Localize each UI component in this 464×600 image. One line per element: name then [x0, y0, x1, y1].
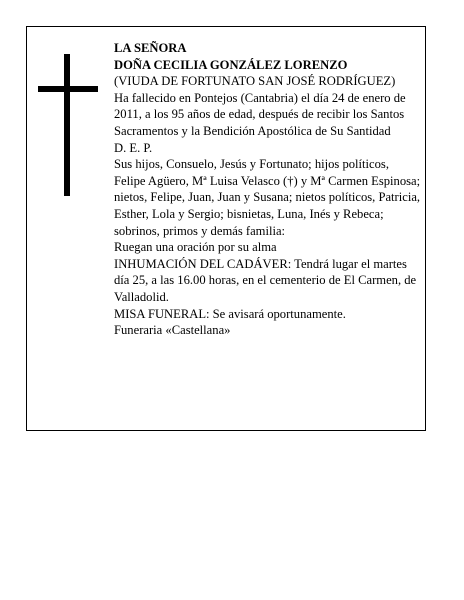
- cross-horizontal-bar: [38, 86, 98, 92]
- widow-of: (VIUDA DE FORTUNATO SAN JOSÉ RODRÍGUEZ): [114, 74, 396, 89]
- deceased-name: DOÑA CECILIA GONZÁLEZ LORENZO: [114, 57, 348, 72]
- obituary-text: [114, 40, 422, 339]
- burial-info: INHUMACIÓN DEL CADÁVER: Tendrá lugar el martes día 25, a las 16.00 horas, en el cementerio de El Carmen, de Valladolid.: [114, 256, 417, 304]
- death-announcement: Ha fallecido en Pontejos (Cantabria) el día 24 de enero de 2011, a los 95 años de edad, después de recibir los Santos Sacramentos y la Bendición Apostólica de Su Santidad: [114, 90, 406, 138]
- heading: LA SEÑORA: [114, 41, 187, 55]
- family-list: Sus hijos, Consuelo, Jesús y Fortunato; hijos políticos, Felipe Agüero, Mª Luisa Velasco (†) y Mª Carmen Espinosa; nietos, Felipe, Juan, Juan y Susana; nietos políticos, Patricia, Esther, Lola y Sergio; bisnietas, Luna, Inés y Rebeca; sobrinos, primos y demás familia:: [114, 157, 421, 238]
- cross-icon: [38, 54, 98, 196]
- prayer-request: Ruegan una oración por su alma: [114, 240, 277, 255]
- rip: D. E. P.: [114, 140, 153, 155]
- cross-vertical-bar: [64, 54, 70, 196]
- funeral-home: Funeraria «Castellana»: [114, 323, 231, 338]
- funeral-mass-info: MISA FUNERAL: Se avisará oportunamente.: [114, 306, 346, 321]
